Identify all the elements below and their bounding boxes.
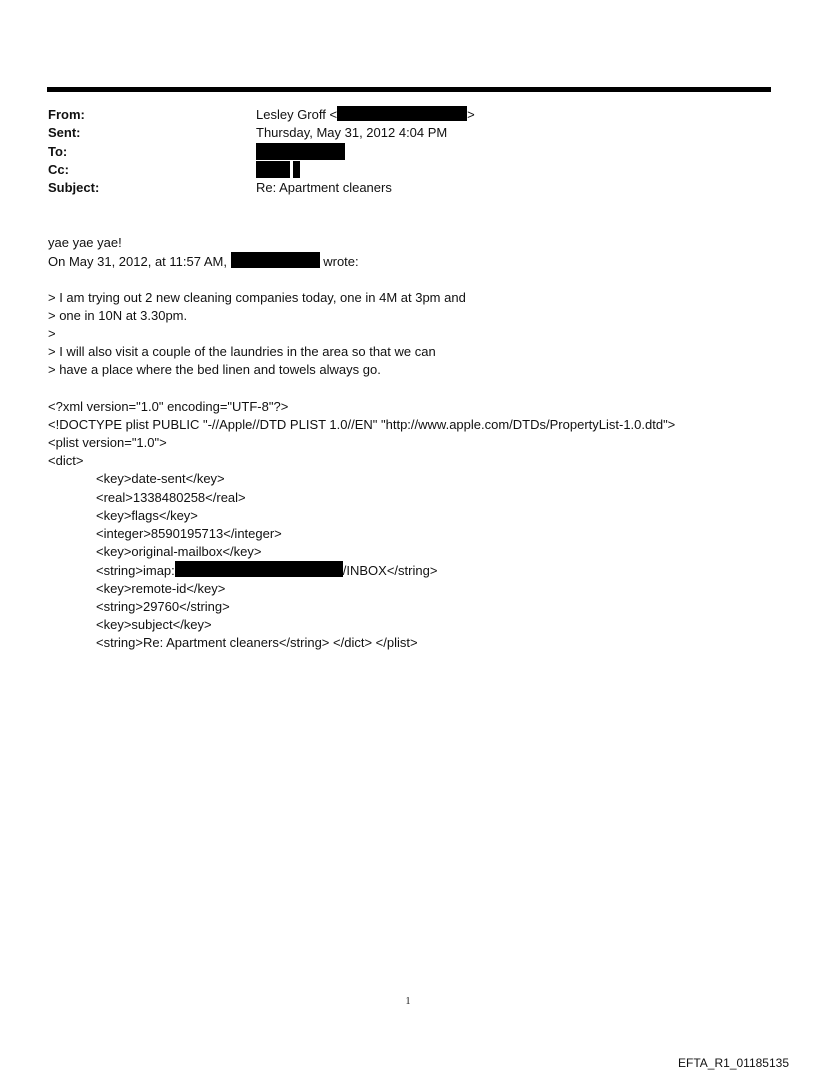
- page-number: 1: [405, 996, 411, 1007]
- from-label: From:: [48, 107, 85, 122]
- dict-open: <dict>: [48, 453, 84, 469]
- imap-post: /INBOX</string>: [342, 563, 438, 579]
- to-value: [256, 143, 345, 163]
- dict-line: <key>subject</key>: [96, 616, 212, 632]
- quote-intro-pre: On May 31, 2012, at 11:57 AM,: [48, 254, 227, 270]
- dict-line: <key>date-sent</key>: [96, 471, 225, 487]
- quote-line: >: [48, 325, 56, 341]
- header-rule: [47, 87, 771, 92]
- cc-value: [256, 161, 300, 181]
- quote-line: > I will also visit a couple of the laundries in the area so that we can: [48, 344, 436, 360]
- dict-line: <integer>8590195713</integer>: [96, 526, 282, 541]
- redaction-from-email: [337, 106, 467, 121]
- from-value: [256, 106, 475, 124]
- imap-pre: <string>imap:: [96, 563, 175, 579]
- redaction-mailbox: [175, 561, 343, 577]
- redaction-cc-1: [256, 161, 290, 178]
- dict-line: <key>remote-id</key>: [96, 580, 226, 596]
- redaction-to: [256, 143, 345, 160]
- sent-value: Thursday, May 31, 2012 4:04 PM: [256, 125, 448, 141]
- quote-line: > one in 10N at 3.30pm.: [48, 307, 188, 323]
- dict-line: <string>Re: Apartment cleaners</string> </dict> </plist>: [96, 635, 418, 651]
- email-body: [48, 234, 675, 652]
- redaction-sender: [231, 252, 320, 268]
- doctype-line: <!DOCTYPE plist PUBLIC "-//Apple//DTD PLIST 1.0//EN" "http://www.apple.com/DTDs/PropertyList-1.0.dtd">: [48, 416, 676, 432]
- quote-intro-post: wrote:: [323, 254, 359, 270]
- imap-line: [48, 561, 675, 579]
- dict-line: <key>flags</key>: [96, 507, 198, 523]
- quote-intro: [48, 252, 675, 270]
- plist-open: <plist version="1.0">: [48, 435, 167, 451]
- dict-line: <string>29760</string>: [96, 598, 230, 614]
- dict-line: <real>1338480258</real>: [96, 489, 246, 505]
- to-label: To:: [48, 143, 68, 159]
- dict-line: <key>original-mailbox</key>: [96, 544, 262, 560]
- xml-declaration: <?xml version="1.0" encoding="UTF-8"?>: [48, 398, 289, 414]
- redaction-cc-2: [293, 161, 300, 178]
- cc-label: Cc:: [48, 161, 69, 177]
- quote-line: > I am trying out 2 new cleaning companies today, one in 4M at 3pm and: [48, 289, 466, 305]
- sent-label: Sent:: [48, 125, 81, 141]
- from-close: >: [467, 107, 475, 122]
- greeting: yae yae yae!: [48, 235, 122, 250]
- quote-line: > have a place where the bed linen and towels always go.: [48, 362, 381, 378]
- bates-number: EFTA_R1_01185135: [678, 1056, 789, 1070]
- subject-label: Subject:: [48, 180, 100, 196]
- subject-value: Re: Apartment cleaners: [256, 180, 392, 196]
- from-name: Lesley Groff <: [256, 107, 338, 122]
